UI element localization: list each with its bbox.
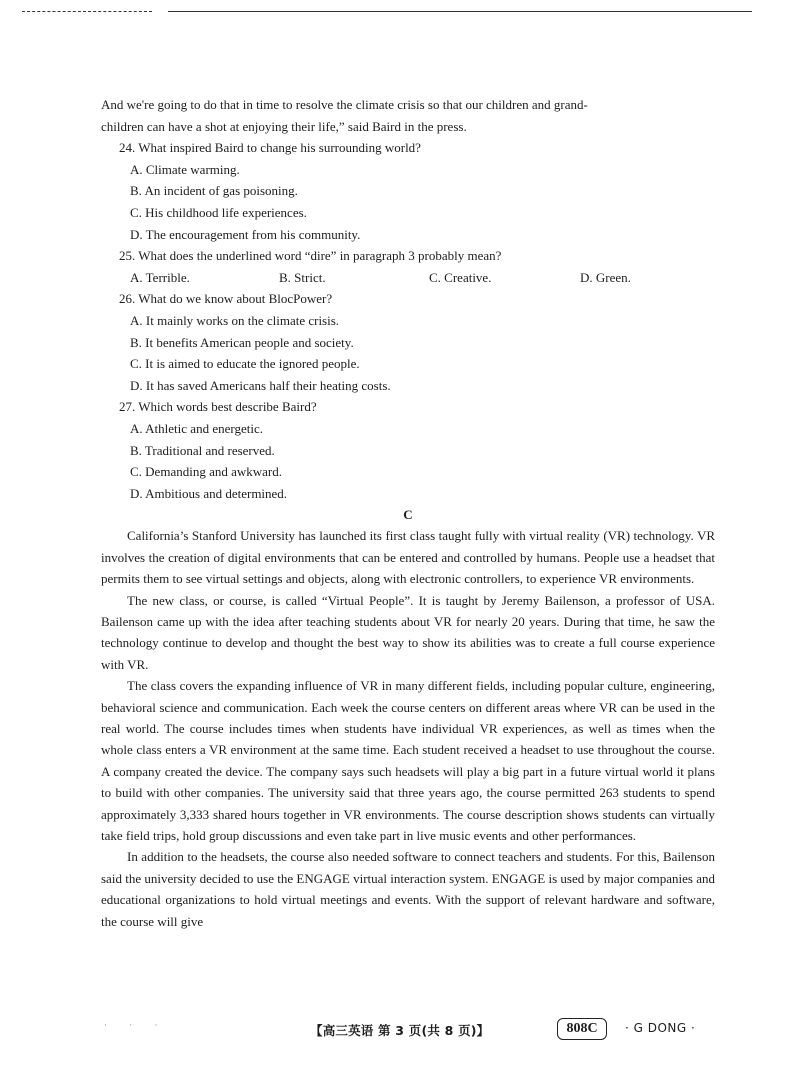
question-stem: 25. What does the underlined word “dire” in paragraph 3 probably mean? xyxy=(119,248,502,264)
question-stem: 26. What do we know about BlocPower? xyxy=(119,291,333,307)
question-25 xyxy=(101,245,715,288)
passage-b-end-line-1: And we're going to do that in time to resolve the climate crisis so that our children and grand- xyxy=(101,97,588,112)
option-b: B. An incident of gas poisoning. xyxy=(130,183,298,199)
exam-code-badge: 808C xyxy=(557,1018,607,1040)
option-b: B. It benefits American people and society. xyxy=(130,334,354,350)
passage-b-end-line-2: children can have a shot at enjoying their life,” said Baird in the press. xyxy=(101,118,467,134)
top-dashed-rule xyxy=(22,11,152,12)
options-row xyxy=(101,267,715,289)
option-d: D. The encouragement from his community. xyxy=(130,226,361,242)
question-24 xyxy=(101,137,715,245)
page-footer xyxy=(0,1018,794,1042)
option-c: C. Demanding and awkward. xyxy=(130,464,282,480)
publisher-brand: · G DONG · xyxy=(625,1021,696,1035)
option-d: D. Ambitious and determined. xyxy=(130,485,288,501)
passage-c-paragraph-1: California’s Stanford University has launched its first class taught fully with virtual reality (VR) technology. VR involves the creation of digital environments that can be entered and controlled by humans. People use a headset that permits them to see virtual settings and objects, along with electronic controllers, to experience VR environments. xyxy=(101,528,715,587)
option-a: A. Climate warming. xyxy=(130,161,240,177)
question-stem: 24. What inspired Baird to change his surrounding world? xyxy=(119,140,421,156)
top-solid-rule xyxy=(168,11,752,12)
passage-c-paragraph-3: The class covers the expanding influence of VR in many different fields, including popular culture, engineering, behavioral science and communication. Each week the course centers on different areas where VR can be used in the real world. The course includes times when students have individual VR experiences, as well as times when the whole class enters a VR environment at the same time. Each student received a headset to use throughout the course. A company created the device. The company says such headsets will play a big part in a future virtual world it plans to build with other companies. The university said that three years ago, the course permitted 263 students to spend approximately 3,333 shared hours together in VR environments. The course description shows students can virtually take field trips, hold group discussions and even take part in live music events and other performances. xyxy=(101,678,715,843)
passage-c-paragraph-2: The new class, or course, is called “Virtual People”. It is taught by Jeremy Bailenson, a professor of USA. Bailenson came up with the idea after teaching students about VR for nearly 20 years. During that time, he saw the technology continue to develop and thought the best way to show its abilities was to create a full course experience with VR. xyxy=(101,592,715,672)
question-26 xyxy=(101,288,715,396)
option-c: C. Creative. xyxy=(429,269,492,285)
question-stem: 27. Which words best describe Baird? xyxy=(119,399,317,415)
option-a: A. It mainly works on the climate crisis. xyxy=(130,312,340,328)
page-number-label: 【高三英语 第 3 页(共 8 页)】 xyxy=(310,1023,490,1038)
option-c: C. It is aimed to educate the ignored people. xyxy=(130,356,360,372)
option-a: A. Terrible. xyxy=(130,269,190,285)
scan-noise-dots: · · · xyxy=(104,1020,168,1030)
option-c: C. His childhood life experiences. xyxy=(130,204,307,220)
option-d: D. It has saved Americans half their heating costs. xyxy=(130,377,391,393)
option-d: D. Green. xyxy=(580,269,631,285)
option-b: B. Strict. xyxy=(279,269,326,285)
question-27 xyxy=(101,396,715,504)
page-content xyxy=(101,94,715,932)
section-heading: C xyxy=(403,507,413,523)
option-b: B. Traditional and reserved. xyxy=(130,442,275,458)
passage-c-paragraph-4: In addition to the headsets, the course also needed software to connect teachers and students. For this, Bailenson said the university decided to use the ENGAGE virtual interaction system. ENGAGE is used by major companies and educational organizations to hold virtual meetings and events. With the support of relevant hardware and software, the course will give xyxy=(101,849,715,929)
option-a: A. Athletic and energetic. xyxy=(130,420,263,436)
